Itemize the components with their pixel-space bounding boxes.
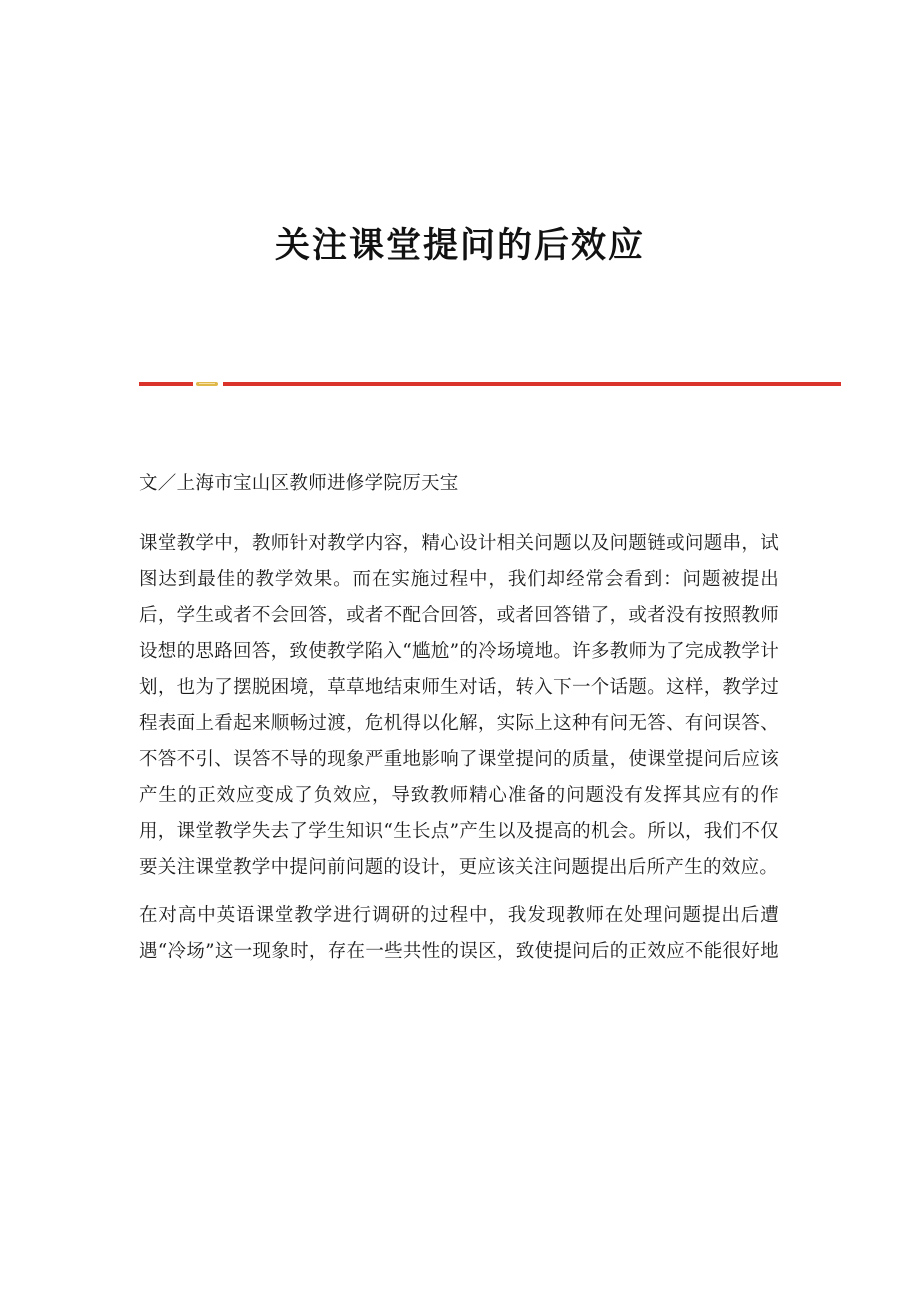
author-byline: 文／上海市宝山区教师进修学院厉天宝 xyxy=(139,473,459,494)
title-divider xyxy=(139,381,841,387)
paragraph: 在对高中英语课堂教学进行调研的过程中，我发现教师在处理问题提出后遭遇“冷场”这一现象时，存在一些共性的误区，致使提问后的正效应不能很好地 xyxy=(139,905,779,962)
article-body xyxy=(139,466,779,982)
document-title: 关注课堂提问的后效应 xyxy=(274,225,645,266)
paragraph: 课堂教学中，教师针对教学内容，精心设计相关问题以及问题链或问题串，试图达到最佳的教学效果。而在实施过程中，我们却经常会看到：问题被提出后，学生或者不会回答，或者不配合回答，或者回答错了，或者没有按照教师设想的思路回答，致使教学陷入“尴尬”的冷场境地。许多教师为了完成教学计划，也为了摆脱困境，草草地结束师生对话，转入下一个话题。这样，教学过程表面上看起来顺畅过渡，危机得以化解，实际上这种有问无答、有问误答、不答不引、误答不导的现象严重地影响了课堂提问的质量，使课堂提问后应该产生的正效应变成了负效应，导致教师精心准备的问题没有发挥其应有的作用，课堂教学失去了学生知识“生长点”产生以及提高的机会。所以，我们不仅要关注课堂教学中提问前问题的设计，更应该关注问题提出后所产生的效应。 xyxy=(139,533,779,878)
divider-left-segment xyxy=(139,382,193,386)
divider-right-segment xyxy=(223,382,841,386)
divider-ornament-icon xyxy=(196,381,218,387)
